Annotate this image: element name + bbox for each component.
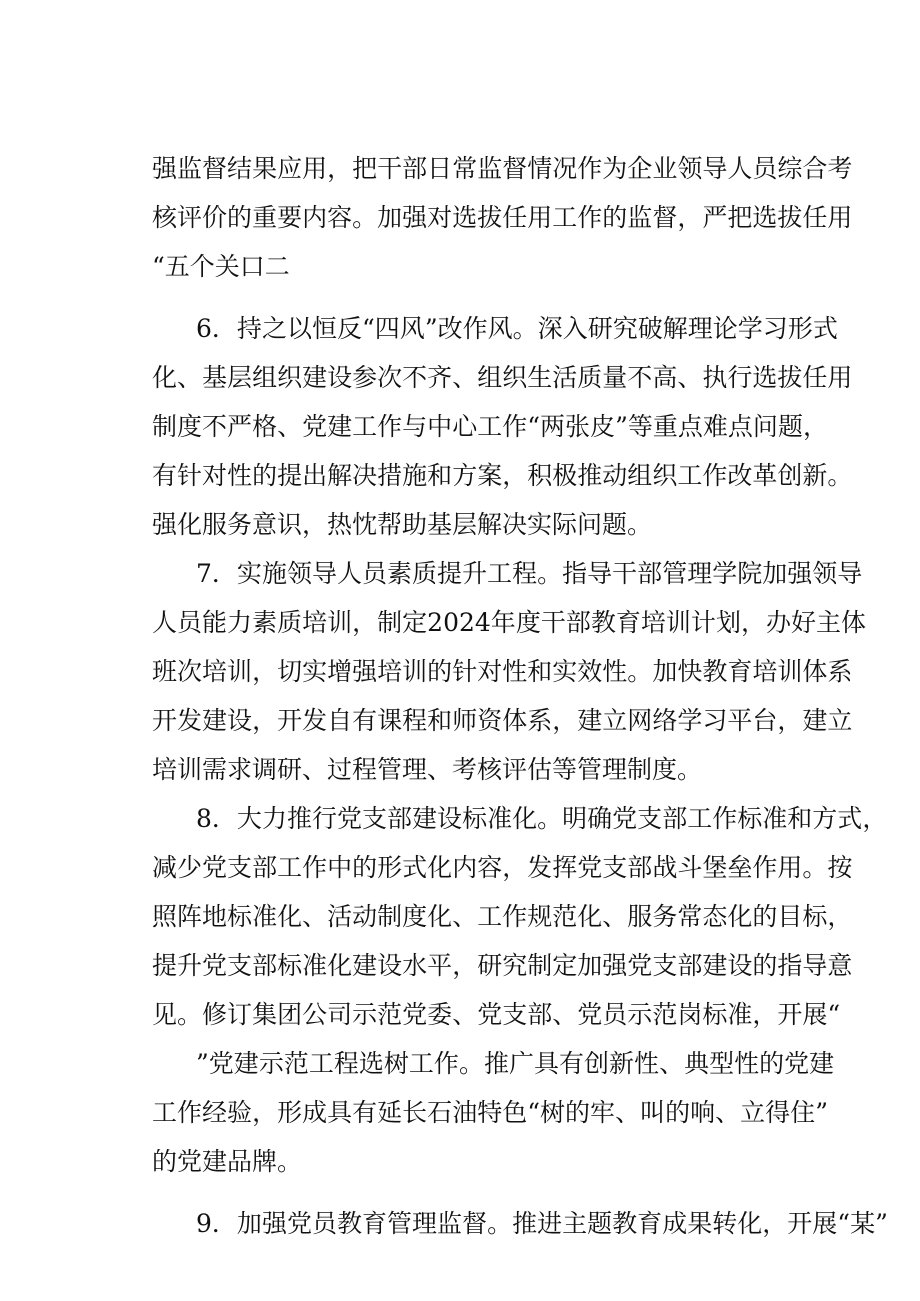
text-line: 提 升 党 支 部 标 准 化 建 设 水 平 ， 研 究 制 定 加 强 党 支 部 建 设 的 指 导 意 [152,951,853,980]
text-line: 有 针 对 性 的 提 出 解 决 措 施 和 方 案 ， 积 极 推 动 组 织 工 作 改 革 创 新 。 [152,461,853,490]
text-line: 工 作 经 验 ， 形 成 具 有 延 长 石 油 特 色 “ 树 的 牢 、 叫 的 响 、 立 得 住 ” [152,1098,828,1127]
text-line: 强化服务意识，热忱帮助基层解决实际问题。 [152,510,653,539]
text-line: 照 阵 地 标 准 化 、 活 动 制 度 化 、 工 作 规 范 化 、 服 务 常 态 化 的 目 标 ， [152,902,853,931]
text-line: 见 。 修 订 集 团 公 司 示 范 党 委 、 党 支 部 、 党 员 示 范 岗 标 准 ， 开 展 “ [152,1000,841,1029]
text-line: 核 评 价 的 重 要 内 容 。 加 强 对 选 拔 任 用 工 作 的 监 督 ， 严 把 选 拔 任 用 [152,203,853,232]
text-line: 强 监 督 结 果 应 用 ， 把 干 部 日 常 监 督 情 况 作 为 企 业 领 导 人 员 综 合 考 [152,154,853,183]
text-line: 制 度 不 严 格 、 党 建 工 作 与 中 心 工 作 “ 两 张 皮 ” 等 重 点 难 点 问 题 ， [152,412,828,441]
paragraph-9-heading: 9 ． 加 强 党 员 教 育 管 理 监 督 。 推 进 主 题 教 育 成 果 转 化 ， 开 展 “ 某 ” [196,1209,888,1238]
text-line: 减 少 党 支 部 工 作 中 的 形 式 化 内 容 ， 发 挥 党 支 部 战 斗 堡 垒 作 用 。 按 [152,853,853,882]
text-line: 开 发 建 设 ， 开 发 自 有 课 程 和 师 资 体 系 ， 建 立 网 络 学 习 平 台 ， 建 立 [152,706,853,735]
text-line: 人 员 能 力 素 质 培 训 ， 制 定 2 0 2 4 年 度 干 部 教 育 培 训 计 划 ， 办 好 主 体 [152,608,867,637]
paragraph-7-heading: 7 ． 实 施 领 导 人 员 素 质 提 升 工 程 。 指 导 干 部 管 理 学 院 加 强 领 导 [196,559,863,588]
paragraph-8-heading: 8 ． 大 力 推 行 党 支 部 建 设 标 准 化 。 明 确 党 支 部 工 作 标 准 和 方 式 ， [196,804,888,833]
text-line: ” 党 建 示 范 工 程 选 树 工 作 。 推 广 具 有 创 新 性 、 典 型 性 的 党 建 [196,1049,835,1078]
paragraph-6-heading: 6 ． 持 之 以 恒 反 “ 四 风 ” 改 作 风 。 深 入 研 究 破 解 理 论 学 习 形 式 [196,314,838,343]
text-line: “五个关口二 [152,252,290,281]
text-line: 化 、 基 层 组 织 建 设 参 次 不 齐 、 组 织 生 活 质 量 不 高 、 执 行 选 拔 任 用 [152,363,853,392]
text-line: 培训需求调研、过程管理、考核评估等管理制度。 [152,755,703,784]
text-line: 班 次 培 训 ， 切 实 增 强 培 训 的 针 对 性 和 实 效 性 。 加 快 教 育 培 训 体 系 [152,657,853,686]
text-line: 的党建品牌。 [152,1147,303,1176]
